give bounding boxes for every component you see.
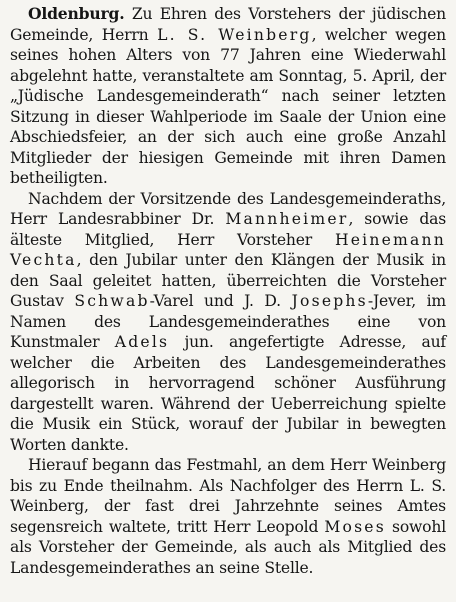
p2-name-heinemann: Heinemann Vechta: [10, 230, 446, 269]
p1-text-1: Zu Ehren des Vorstehers der jüdischen Gemeinde, Herrn: [10, 5, 446, 44]
p2-name-josephs: Josephs: [291, 292, 368, 310]
p2-text-6: jun. angefertigte Adresse, auf welcher die Arbeiten des Landesgemeinderathes allegorisch in hervorragend schöner Ausführung dargestellt waren. Während der Ueberreichung spielte die Musik ein Stück, worauf der Jubilar in bewegten Worten dankte.: [10, 333, 446, 454]
p3-name-moses: Moses: [324, 517, 386, 536]
paragraph-3: [10, 455, 446, 578]
p2-name-mannheimer: Mannheimer: [225, 210, 349, 228]
p3-text-1: Hierauf begann das Festmahl, an dem Herr Weinberg bis zu Ende theilnahm. Als Nachfolger des Herrn L. S. Weinberg, der fast drei Jahrzehnte seines Amtes segensreich waltete, tritt Herr Leopold: [10, 456, 446, 536]
p2-text-5: -Jever, im Namen des Landesgemeinderathes eine von Kunstmaler: [10, 292, 447, 351]
p2-text-2: , sowie das älteste Mitglied, Herr Vorsteher: [10, 210, 447, 249]
p2-text-1: Nachdem der Vorsitzende des Landesgemeinderaths, Herr Landesrabbiner Dr.: [10, 189, 446, 228]
paragraph-1: [10, 4, 446, 189]
p2-text-3: , den Jubilar unter den Klängen der Musik in den Saal geleitet hatten, überreichten die Vorsteher Gustav: [10, 251, 446, 310]
article-body: [10, 4, 446, 578]
p1-name-weinberg: L. S. Weinberg: [157, 25, 312, 44]
paragraph-2: [10, 189, 446, 456]
p2-text-4: -Varel und J. D.: [149, 292, 292, 310]
p3-text-2: sowohl als Vorsteher der Gemeinde, als auch als Mitglied des Landesgemeinderathes an seine Stelle.: [10, 517, 446, 577]
p2-name-adels: Adels: [114, 333, 170, 351]
p2-name-schwab: Schwab: [74, 292, 150, 310]
dateline: Oldenburg.: [28, 4, 125, 23]
p1-text-2: , welcher wegen seines hohen Alters von 77 Jahren eine Wiederwahl abgelehnt hatte, veranstaltete am Sonntag, 5. April, der „Jüdische Landesgemeinderath“ nach seiner letzten Sitzung in dieser Wahlperiode im Saale der Union eine Abschiedsfeier, an der sich auch eine große Anzahl Mitglieder der hiesigen Gemeinde mit ihren Damen betheiligten.: [10, 25, 446, 187]
